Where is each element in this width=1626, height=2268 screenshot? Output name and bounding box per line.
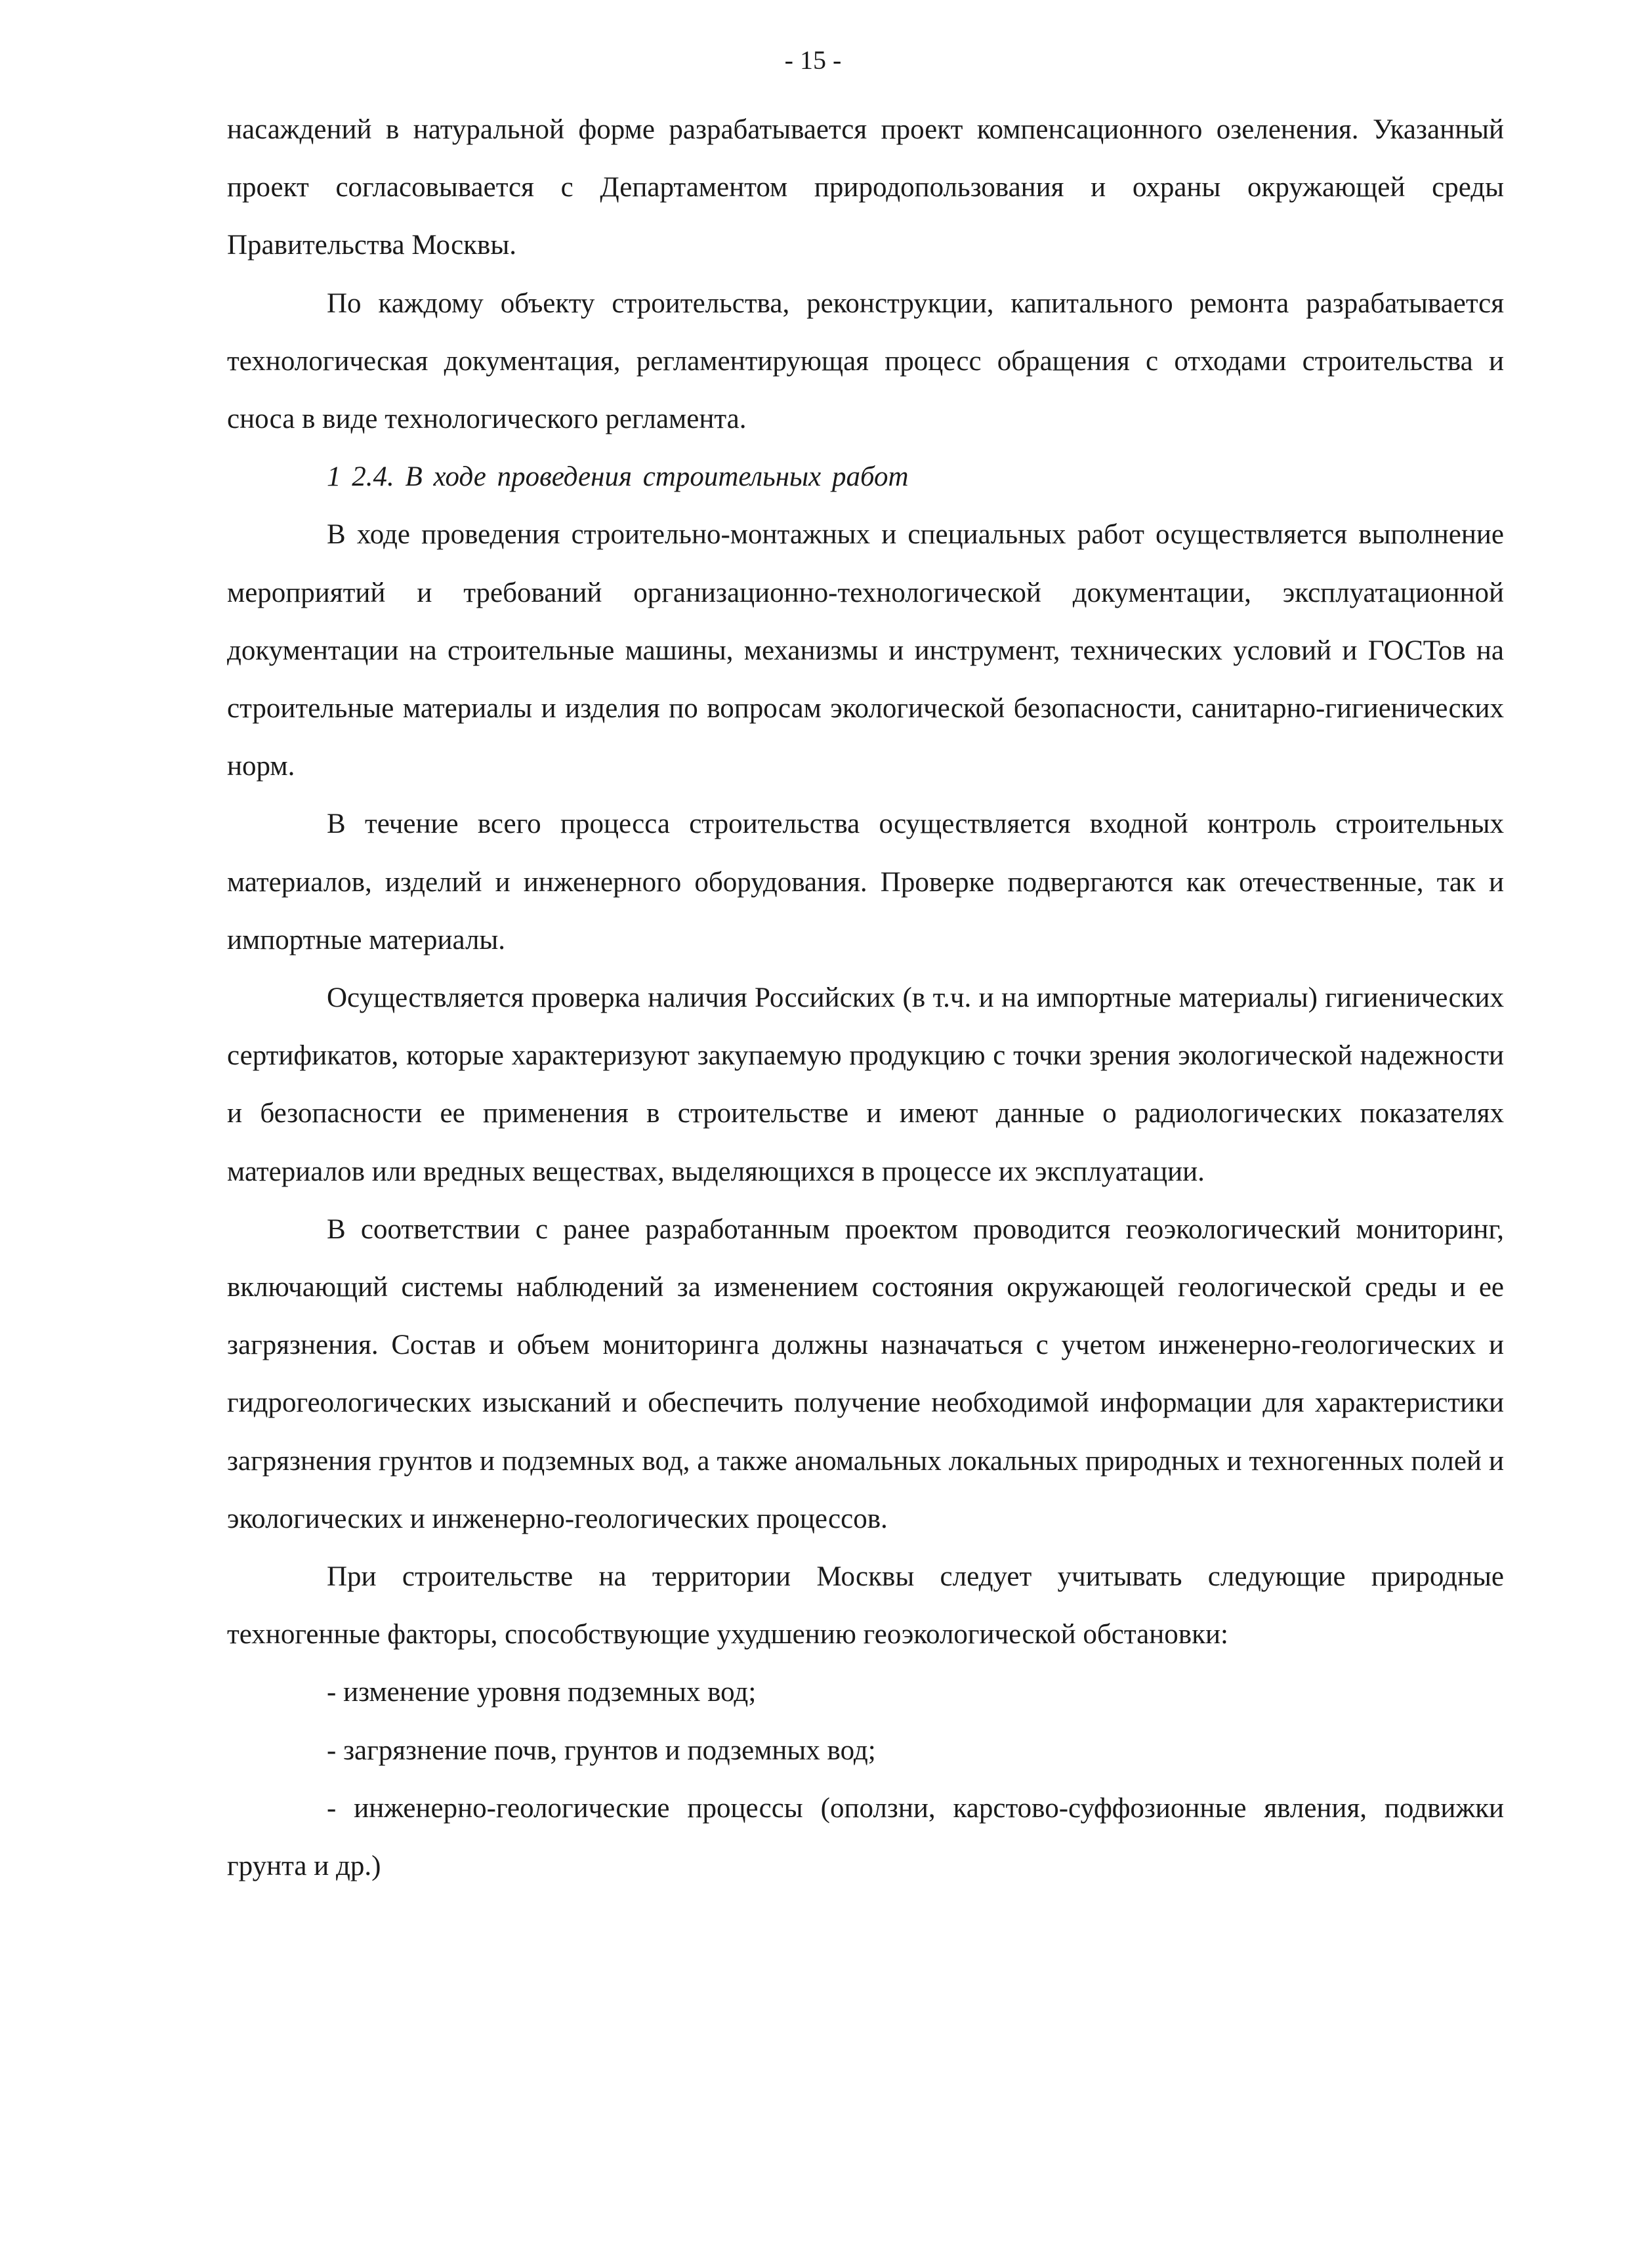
paragraph-input-control: В течение всего процесса строительства осуществляется входной контроль строительных материалов, изделий и инженерного оборудования. Проверке подвергаются как отечественные, так и импортные материалы. [227, 808, 1504, 956]
page-number: - 15 - [784, 45, 842, 75]
paragraph-certificates-check: Осуществляется проверка наличия Российских (в т.ч. и на импортные материалы) гигиенических сертификатов, которые характеризуют закупаемую продукцию с точки зрения экологической надежности и безопасности ее применения в строительстве и имеют данные о радиологических показателях материалов или вредных веществах, выделяющихся в процессе их эксплуатации. [227, 982, 1504, 1187]
paragraph-continuation: насаждений в натуральной форме разрабатывается проект компенсационного озеленения. Указанный проект согласовывается с Департаментом природопользования и охраны окружающей среды Правительства Москвы. [227, 114, 1504, 261]
paragraph-technological-documentation: По каждому объекту строительства, реконструкции, капитального ремонта разрабатывается технологическая документация, регламентирующая процесс обращения с отходами строительства и сноса в виде технологического регламента. [227, 287, 1504, 435]
paragraph-geoecological-monitoring: В соответствии с ранее разработанным проектом проводится геоэкологический мониторинг, включающий системы наблюдений за изменением состояния окружающей геологической среды и ее загрязнения. Состав и объем мониторинга должны назначаться с учетом инженерно-геологических и гидрогеологических изысканий и обеспечить получение необходимой информации для характеристики загрязнения грунтов и подземных вод, а также аномальных локальных природных и техногенных полей и экологических и инженерно-геологических процессов. [227, 1213, 1504, 1534]
list-item-soil-pollution: - загрязнение почв, грунтов и подземных вод; [327, 1734, 876, 1766]
paragraph-construction-works: В ходе проведения строительно-монтажных и специальных работ осуществляется выполнение мероприятий и требований организационно-технологической документации, эксплуатационной документации на строительные машины, механизмы и инструмент, технических условий и ГОСТов на строительные материалы и изделия по вопросам экологической безопасности, санитарно-гигиенических норм. [227, 519, 1504, 782]
document-body [227, 101, 1504, 1895]
list-item-geological-processes: - инженерно-геологические процессы (оползни, карстово-суффозионные явления, подвижки грунта и др.) [227, 1792, 1504, 1882]
list-item-groundwater-level: - изменение уровня подземных вод; [327, 1677, 757, 1708]
paragraph-moscow-factors: При строительстве на территории Москвы следует учитывать следующие природные техногенные факторы, способствующие ухудшению геоэкологической обстановки: [227, 1561, 1504, 1650]
section-heading: 1 2.4. В ходе проведения строительных работ [327, 461, 909, 493]
